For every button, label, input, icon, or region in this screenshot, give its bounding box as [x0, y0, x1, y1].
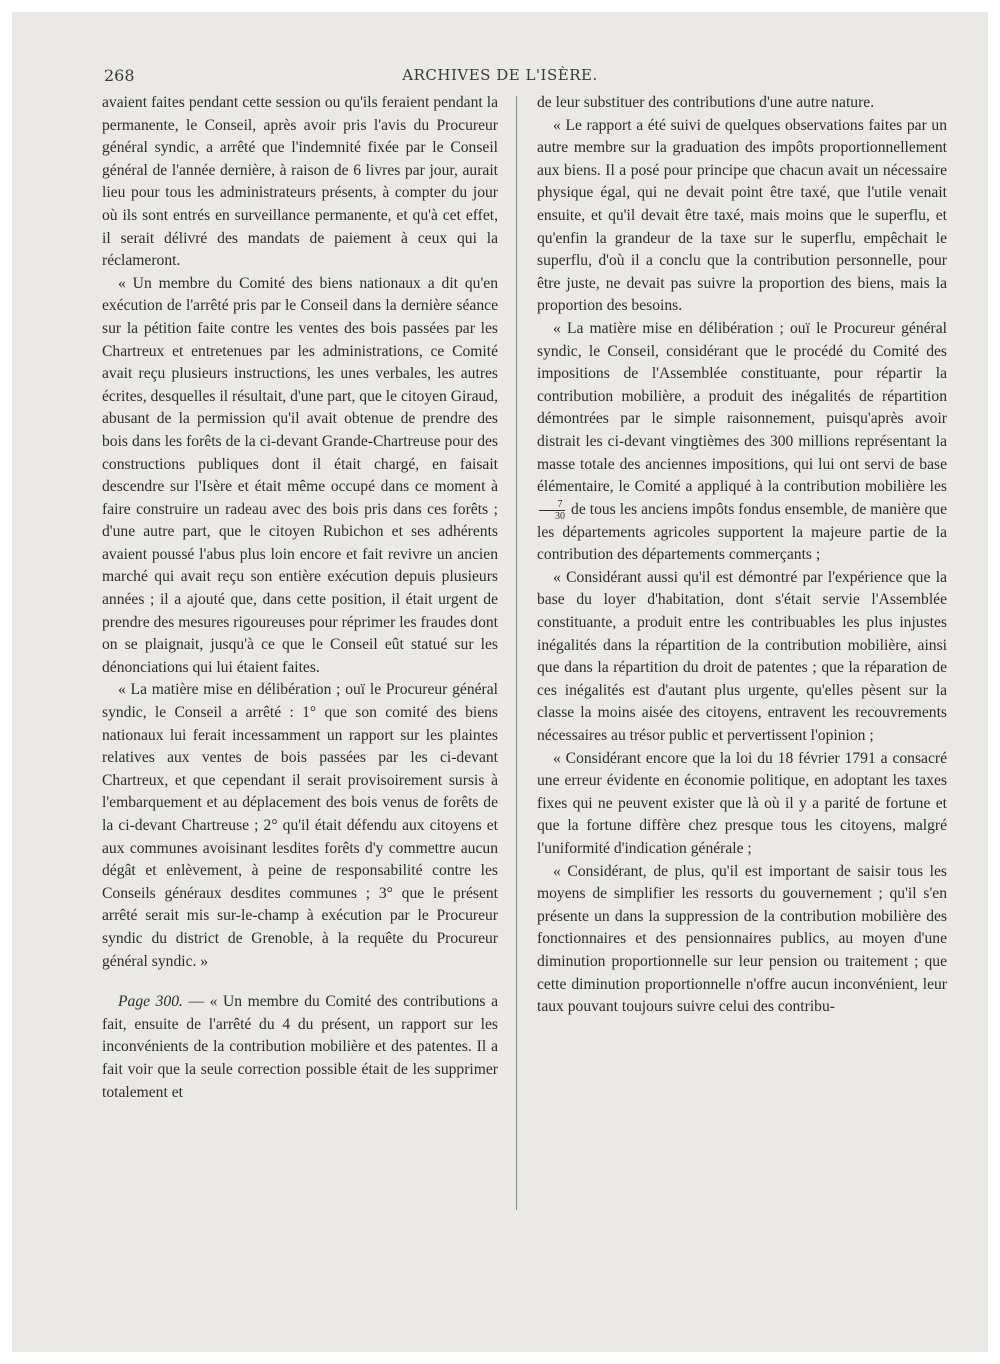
paragraph-text: de tous les anciens impôts fondus ensemble, de manière que les départements agricoles supportent la majeure partie de la contribution des départements commerçants ;: [537, 500, 947, 564]
paragraph-text: — « Un membre du Comité des contributions a fait, ensuite de l'arrêté du 4 du présent, un rapport sur les inconvénients de la contribution mobilière et des patentes. Il a fait voir que la seule correction possible était de les supprimer totalement et: [102, 993, 498, 1101]
column-divider: [516, 96, 517, 1210]
fraction-denominator: 30: [555, 510, 565, 522]
paragraph: « Considérant aussi qu'il est démontré par l'expérience que la base du loyer d'habitation, dont s'était servie l'Assemblée constituante, a produit entre les contribuables les plus injustes inégalités dans la répartition de la contribution mobilière, ainsi que dans la répartition du droit de patentes ; que la réparation de ces inégalités est d'autant plus urgente, qu'elles pèsent sur la classe la moins aisée des citoyens, entravent les recouvrements nécessaires au trésor public et pervertissent l'opinion ;: [537, 568, 947, 745]
paragraph: de leur substituer des contributions d'une autre nature.: [537, 94, 875, 111]
running-title: ARCHIVES DE L'ISÈRE.: [402, 66, 598, 84]
left-column: [102, 92, 498, 1104]
paragraph: [537, 318, 947, 567]
fraction: [539, 499, 565, 522]
page-number: 268: [104, 66, 135, 85]
paragraph: « Un membre du Comité des biens nationaux a dit qu'en exécution de l'arrêté pris par le Conseil dans la dernière séance sur la pétition faite contre les ventes des bois passées par les Chartreux et entretenues par les administrations, ce Comité avait reçu plusieurs instructions, les unes verbales, les autres écrites, desquelles il résultait, d'une part, que le citoyen Giraud, abusant de la permission qu'il avait obtenue de prendre des bois dans les forêts de la ci-devant Grande-Chartreuse pour des constructions publiques dont il était chargé, en faisait descendre sur l'Isère et était même occupé dans ce moment à faire construire un radeau avec des bois pris dans ces forêts ; d'une autre part, que le citoyen Rubichon et ses adhérents avaient poussé l'abus plus loin encore et fait revivre un ancien marché qui avait reçu son entière exécution depuis plusieurs années ; il a ajouté que, dans cette position, il était urgent de prendre des mesures rigoureuses pour réprimer les fraudes dont on se plaignait, jusqu'à ce que le Conseil eût statué sur les dénonciations qui lui étaient faites.: [102, 274, 498, 676]
page-reference: Page 300.: [118, 993, 183, 1011]
paragraph: « Le rapport a été suivi de quelques observations faites par un autre membre sur la graduation des impôts proportionnellement aux biens. Il a posé pour principe que chacun avait un nécessaire physique égal, qui ne devait point être taxé, que l'utile venait ensuite, et qu'il devait être taxé, mais moins que le superflu, et qu'enfin la grandeur de la taxe sur le superflu, empêchait le superflu, d'où il a conclu que la contribution personnelle, pour être juste, ne devait pas suivre la proportion des biens, mais la proportion des besoins.: [537, 116, 947, 315]
right-column: [537, 92, 947, 1019]
paragraph: avaient faites pendant cette session ou qu'ils feraient pendant la permanente, le Conseil, après avoir pris l'avis du Procureur général syndic, a arrêté que l'indemnité fixée par le Conseil général de l'année dernière, à raison de 6 livres par jour, aurait lieu pour tous les administrateurs présents, à compter du jour où ils sont entrés en surveillance permanente, et qu'à cet effet, il serait délivré des mandats de paiement à ceux qui la réclameront.: [102, 94, 498, 270]
fraction-numerator: 7: [539, 499, 565, 511]
paragraph: « Considérant, de plus, qu'il est important de saisir tous les moyens de simplifier les ressorts du gouvernement ; qu'il s'en présente un dans la suppression de la contribution mobilière des fonctionnaires et des pensionnaires publics, au moyen d'une diminution proportionnelle sur leur pension ou traitement ; que cette diminution proportionnelle n'offre aucun inconvénient, leur taux pouvant toujours suivre celui des contribu-: [537, 862, 947, 1016]
paragraph: « La matière mise en délibération ; ouï le Procureur général syndic, le Conseil a arrêté : 1° que son comité des biens nationaux lui ferait incessamment un rapport sur les plaintes relatives aux ventes de bois passées par les ci-devant Chartreux, et que cependant il serait provisoirement sursis à l'embarquement et au déplacement des bois venus de forêts de la ci-devant Chartreuse ; 2° qu'il était défendu aux citoyens et aux communes avoisinant lesdites forêts d'y commettre aucun dégât et enlèvement, à peine de responsabilité contre les Conseils généraux desdites communes ; 3° que le présent arrêté serait mis sur-le-champ à exécution par le Procureur syndic du district de Grenoble, à la requête du Procureur général syndic. »: [102, 681, 498, 970]
paragraph: « Considérant encore que la loi du 18 février 1791 a consacré une erreur évidente en économie politique, en adoptant les taxes fixes qui ne peuvent exister que là où il y a parité de fortune et que la fortune diffère chez presque tous les citoyens, malgré l'uniformité d'indication générale ;: [537, 749, 947, 857]
paragraph-text: « La matière mise en délibération ; ouï le Procureur général syndic, le Conseil, considérant que le procédé du Comité des impositions de l'Assemblée constituante, pour répartir la contribution mobilière, a produit des inégalités de répartition démontrées par le simple raisonnement, puisqu'après avoir distrait les ci-devant vingtièmes des 300 millions représentant la masse totale des anciennes impositions, qui lui ont servi de base élémentaire, le Comité a appliqué à la contribution mobilière les: [537, 319, 947, 496]
paragraph: [102, 991, 498, 1104]
